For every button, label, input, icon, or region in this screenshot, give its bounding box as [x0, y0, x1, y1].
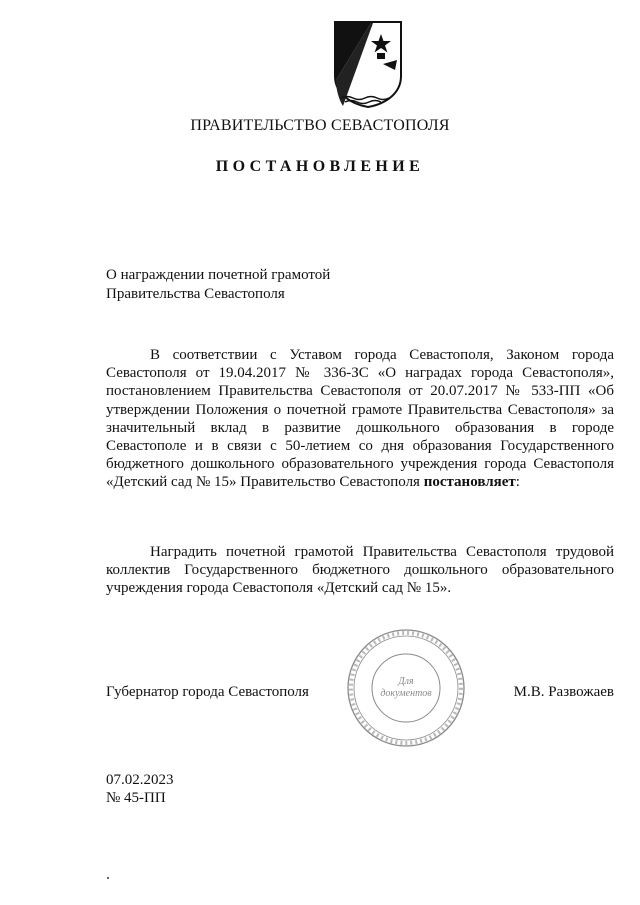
stamp-text-1: Для	[398, 676, 414, 687]
signatory-name: М.В. Развожаев	[513, 684, 614, 700]
document-date: 07.02.2023	[106, 772, 174, 788]
preamble-colon: :	[515, 474, 520, 491]
resolution-text: Наградить почетной грамотой Правительства Севастополя трудовой коллектив Государственного бюджетного дошкольного образовательного учреждения города Севастополя «Детский сад № 15».	[106, 544, 614, 597]
subject-line-1: О награждении почетной грамотой	[106, 267, 331, 283]
signatory-title: Губернатор города Севастополя	[106, 684, 309, 700]
document-type-heading: ПОСТАНОВЛЕНИЕ	[215, 158, 425, 175]
sevastopol-coat-of-arms-icon	[333, 20, 403, 108]
official-seal-stamp	[344, 626, 468, 750]
stamp-text-2: документов	[380, 688, 432, 699]
scan-speck	[107, 877, 109, 879]
preamble-paragraph	[106, 346, 614, 492]
subject-line-2: Правительства Севастополя	[106, 286, 285, 302]
preamble-text: В соответствии с Уставом города Севастополя, Законом города Севастополя от 19.04.2017 № 336-ЗС «О наградах города Севастополя», постановлением Правительства Севастополя от 20.07.2017 № 533-ПП «Об утверждении Положения о почетной грамоте Правительства Севастополя» за значительный вклад в развитие дошкольного образования в городе Севастополе и в связи с 50-летием со дня образования Государственного бюджетного дошкольного образовательного учреждения города Севастополя «Детский сад № 15» Правительство Севастополя	[106, 347, 614, 491]
document-subject	[106, 266, 330, 304]
resolution-paragraph	[106, 543, 614, 598]
resolves-keyword: постановляет	[423, 474, 516, 491]
organization-title: ПРАВИТЕЛЬСТВО СЕВАСТОПОЛЯ	[190, 117, 450, 134]
document-number: № 45-ПП	[106, 790, 166, 806]
